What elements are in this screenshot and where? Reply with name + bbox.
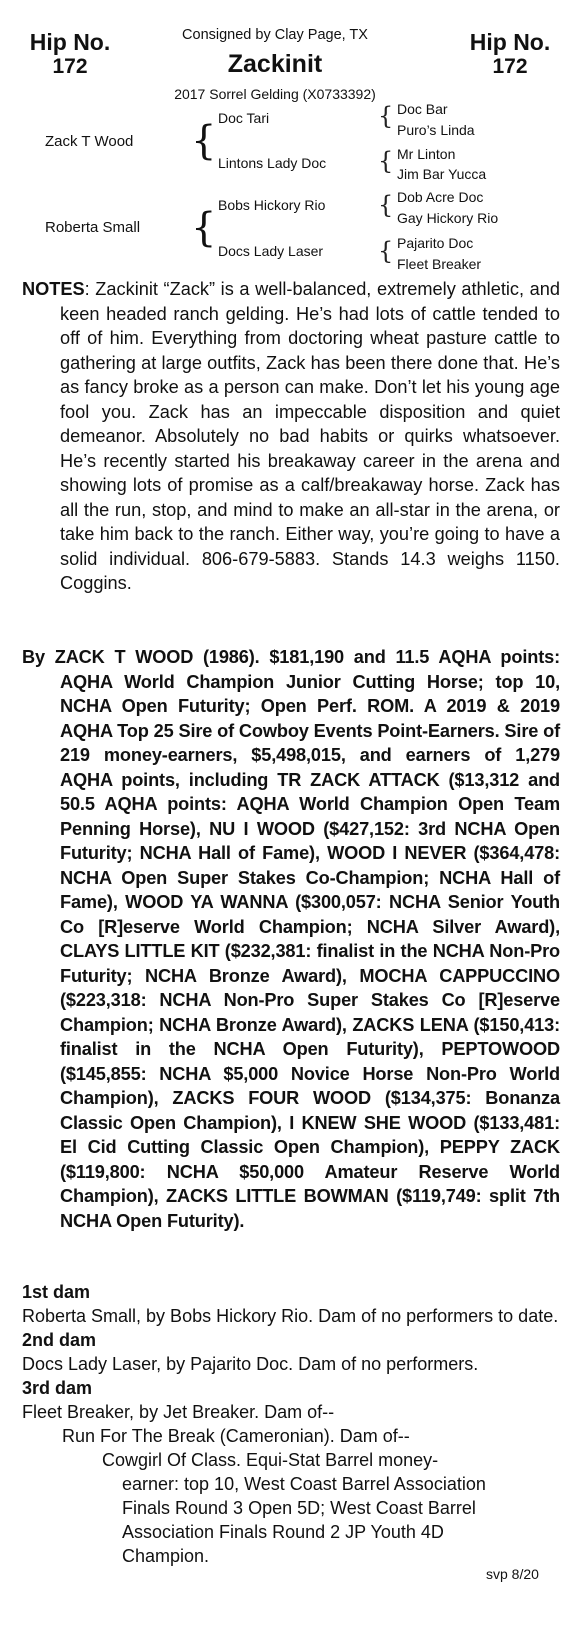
pedigree-dd-sire: Pajarito Doc — [397, 235, 474, 251]
pedigree-dam-dam: Docs Lady Laser — [218, 243, 324, 259]
pedigree-sire: Zack T Wood — [45, 133, 134, 150]
notes-text: : Zackinit “Zack” is a well-balanced, extremely athletic, and keen headed ranch gelding. He’s had lots of cattle tended to off of him. Everything from doctoring wheat pasture cattle to gathering at large outfits, Zack has been there done that. He’s as fancy broke as a person can make. Don’t let his young age fool you. Zack has an impeccable disposition and quiet demeanor. Absolutely no bad habits or quirks whatsoever. He’s recently started his breakaway career in the arena and showing lots of promise as a calf/breakaway horse. Zack has all the run, stop, and mind to make an all-star in the arena, or take him back to the ranch. Either way, you’re going to have a solid individual. 806-679-5883. Stands 14.3 weighs 1150. Coggins. — [60, 279, 560, 593]
pedigree-dd-dam: Fleet Breaker — [397, 256, 482, 272]
second-dam-heading: 2nd dam — [22, 1330, 97, 1350]
horse-name: Zackinit — [227, 50, 323, 78]
first-dam-heading: 1st dam — [22, 1282, 91, 1302]
second-dam-text: Docs Lady Laser, by Pajarito Doc. Dam of no performers. — [22, 1354, 479, 1374]
horse-description: 2017 Sorrel Gelding (X0733392) — [174, 86, 376, 102]
pedigree-ss-dam: Puro’s Linda — [397, 122, 475, 138]
pedigree-ss-sire: Doc Bar — [397, 101, 448, 117]
pedigree-brace-dd: { — [378, 237, 394, 265]
sire-record-text: By ZACK T WOOD (1986). $181,190 and 11.5 AQHA points: AQHA World Champion Junior Cutting Horse; top 10, NCHA Open Futurity; Open Perf. ROM. A 2019 & 2019 AQHA Top 25 Sire of Cowboy Events Point-Earners. Sire of 219 money-earners, $5,498,015, and earners of 1,279 AQHA points, including TR ZACK ATTACK ($13,312 and 50.5 AQHA points: AQHA World Champion Open Team Penning Horse), NU I WOOD ($427,152: 3rd NCHA Open Futurity; NCHA Hall of Fame), WOOD I NEVER ($364,478: NCHA Open Super Stakes Co-Champion; NCHA Hall of Fame), WOOD YA WANNA ($300,057: NCHA Senior Youth Co [R]eserve World Champion; NCHA Silver Award), CLAYS LITTLE KIT ($232,381: finalist in the NCHA Non-Pro Futurity; NCHA Bronze Award), MOCHA CAPPUCCINO ($223,318: NCHA Non-Pro Super Stakes Co [R]eserve Champion; NCHA Bronze Award), ZACKS LENA ($150,413: finalist in the NCHA Open Futurity), PEPTOWOOD ($145,855: NCHA $5,000 Novice Horse Non-Pro World Champion), ZACKS FOUR WOOD ($134,375: Bonanza Classic Open Champion), I KNEW SHE WOOD ($133,481: El Cid Cutting Classic Open Champion), PEPPY ZACK ($119,800: NCHA $50,000 Amateur Reserve World Champion), ZACKS LITTLE BOWMAN ($119,749: split 7th NCHA Open Futurity). — [22, 647, 560, 1231]
pedigree-ds-sire: Dob Acre Doc — [397, 189, 484, 205]
notes-paragraph — [22, 277, 560, 596]
footer-code: svp 8/20 — [486, 1566, 539, 1582]
pedigree-brace-dam: { — [191, 205, 217, 251]
pedigree-ds-dam: Gay Hickory Rio — [397, 210, 499, 226]
notes-label: NOTES — [22, 279, 85, 299]
hip-number-right: 172 — [492, 55, 528, 78]
pedigree-brace-ss: { — [378, 102, 394, 130]
pedigree-sd-sire: Mr Linton — [397, 146, 456, 162]
pedigree-sire-sire: Doc Tari — [218, 110, 270, 126]
hip-number-left: 172 — [52, 55, 88, 78]
consignor-line: Consigned by Clay Page, TX — [182, 27, 368, 43]
third-dam-heading: 3rd dam — [22, 1378, 93, 1398]
hip-label-right: Hip No. — [469, 29, 551, 55]
hip-label-left: Hip No. — [29, 29, 111, 55]
first-dam-text: Roberta Small, by Bobs Hickory Rio. Dam of no performers to date. — [22, 1306, 559, 1326]
third-dam-offspring: Run For The Break (Cameronian). Dam of-- — [62, 1426, 410, 1446]
third-dam-text: Fleet Breaker, by Jet Breaker. Dam of-- — [22, 1402, 335, 1422]
pedigree-brace-sd: { — [378, 147, 394, 175]
third-dam-grand-offspring: Cowgirl Of Class. Equi-Stat Barrel money-earner: top 10, West Coast Barrel Association Finals Round 3 Open 5D; West Coast Barrel Association Finals Round 2 JP Youth 4D Champion. — [102, 1450, 486, 1566]
notes-section — [22, 277, 560, 596]
pedigree-dam: Roberta Small — [45, 219, 141, 236]
sire-record-section — [22, 645, 560, 1233]
dams-section — [22, 1280, 560, 1568]
pedigree-sire-dam: Lintons Lady Doc — [218, 155, 327, 171]
pedigree-sd-dam: Jim Bar Yucca — [397, 166, 487, 182]
pedigree-brace-ds: { — [378, 191, 394, 219]
pedigree-dam-sire: Bobs Hickory Rio — [218, 197, 326, 213]
pedigree-brace-sire: { — [191, 118, 217, 164]
